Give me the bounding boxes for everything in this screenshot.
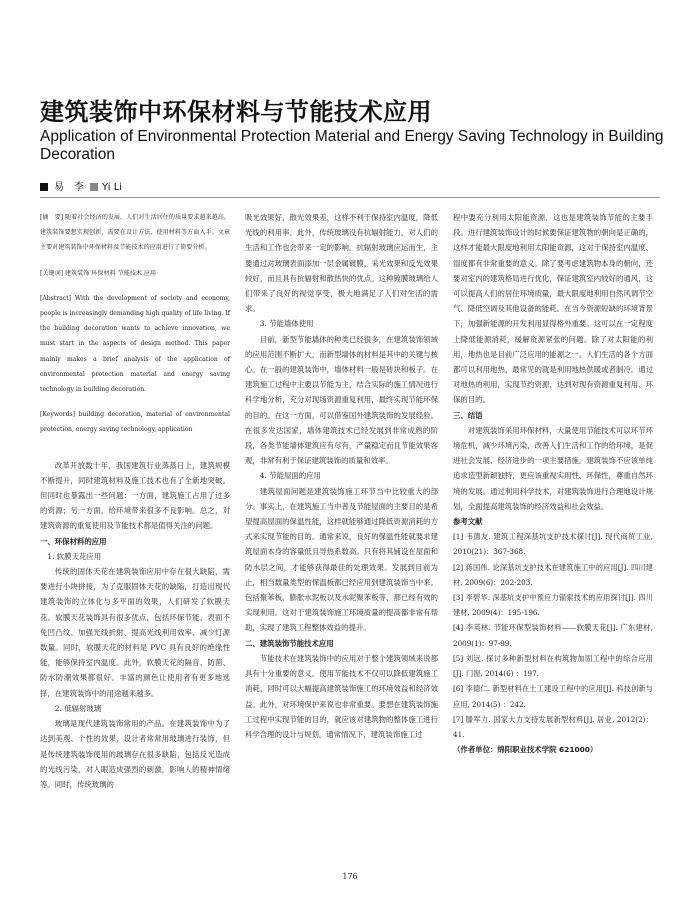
abstract-block: [Keywords] building decoration, material of environmental protection, energy saving technology, application	[40, 411, 230, 434]
subsection-heading: 2. 低辐射玻璃	[54, 703, 102, 713]
paper-title-english: Application of Environmental Protection Material and Energy Saving Technology in Building Decoration	[40, 128, 664, 163]
text-column-2	[245, 210, 438, 742]
spacer	[40, 281, 230, 291]
section-heading: 二、建筑装饰节能技术应用	[245, 638, 334, 648]
body-paragraph: 建筑屋面问题是建筑装饰施工环节当中比较重大的部分。事实上，在建筑施工当中普及节能屋面的主要目的是希望提高屋面的保温性能，这样就能够通过降低资源消耗的方式来实现节能的目的。通常来说，良好的保温性能就要求建筑屋面本身的容量低且导热系数高。只有将其铺设在屋面和防水层之间，才能够获得最佳的处理效果。发展到目前为止，相当数量类型的保温板都已经应用到建筑装饰当中来。包括聚苯板、膨胀水泥板以及水泥聚苯板等，都已经有效的实现利用。这对于建筑装饰施工环境质量的提高都非常有帮助，实现了建筑工程整体效益的提升。	[245, 486, 438, 633]
section-heading: 一、环保材料的应用	[40, 536, 107, 546]
reference-item: [1] 韦德友. 建筑工程深基坑支护技术探讨[J]. 现代商贸工业, 2010(21)：367-368.	[453, 532, 653, 557]
spacer	[40, 397, 230, 407]
spacer	[40, 448, 230, 458]
spacer	[40, 438, 230, 448]
author-name-english: Yi Li	[102, 182, 123, 193]
header-divider	[40, 197, 660, 198]
subsection-heading: 1. 软膜天花应用	[47, 551, 102, 561]
reference-item: [4] 李英林. 节能环保型装饰材料——软膜天花[J]. 广东建材, 2009(1)：97-99.	[453, 623, 653, 648]
text-column-1	[40, 210, 230, 792]
paper-title-chinese: 建筑装饰中环保材料与节能技术应用	[40, 98, 432, 126]
author-affiliation: （作者单位：绵阳职业技术学院 621000）	[453, 745, 598, 755]
subsection-heading: 4. 节能屋面的应用	[259, 471, 321, 481]
abstract-block: [关键词] 建筑装饰 环保材料 节能技术 应用	[40, 269, 157, 277]
square-bullet-icon	[90, 183, 98, 191]
section-heading: 三、结语	[453, 410, 483, 420]
reference-item: [3] 李碧华. 深基坑支护中预应力锚索技术的应用探讨[J]. 四川建材, 2009(4)：195-196.	[453, 593, 653, 618]
body-paragraph: 改革开放数十年，我国建筑行业蒸蒸日上，建筑规模不断提升，同时建筑材料及施工技术也有了全新地突破。但同时也暴露出一些问题：一方面，建筑施工占用了过多的资源；另一方面，给环境带来很多不良影响。总之，对建筑资源的重复使用及节能技术都是值得关注的问题。	[40, 460, 230, 531]
reference-item: [7] 滕军力. 国家大力支持发展新型材料[J]. 居业, 2012(2)：41.	[453, 714, 653, 739]
author-name-chinese: 易 李	[54, 182, 84, 193]
body-paragraph: 节能技术在建筑装饰中的应用对于整个建筑领域来说都具有十分重要的意义。使用节能技术不仅可以降低建筑施工消耗，同时可以大幅提高建筑装饰施工的环境效益和经济效益。此外，对环境保护来说也非常重要。要想在建筑装饰施工过程中实现节能的目的，就应该对建筑物的整体施工进行科学合理的设计与规划。通常情况下，建筑装饰施工过	[245, 653, 438, 739]
text-column-3	[453, 210, 653, 757]
reference-item: [5] 刘远. 探讨多种新型材料在构筑物加固工程中的综合应用[J]. 门窗, 2014(6) ：197.	[453, 653, 653, 679]
abstract-block: [摘 要] 随着社会经济的发展，人们对生活居住的质量要求越来越高。建筑装饰要想实现创新，需要在设计方法、使用材料等方面入手。文章主要对建筑装饰中环保材料及节能技术的应用进行了简要分析。	[40, 214, 230, 252]
body-paragraph: 传统的固体天花在建筑装饰应用中存在很大缺陷，需要进行小块拼接，为了克服固体天花的缺陷，打造出现代建筑装饰的立体化与多平面的效果，人们研发了软膜天花。软膜天花装饰具有很多优点，包括环保节能、表面不免凹凸纹、加强光线折射、提高光线利用效率、减少灯源数量。同时，软膜天花的材料是 PVC 具有良好的绝缘性能，能够保持室内温度。此外，软膜天花的隔音、防菌、防水防潮效果都很好。丰富的颜色让使用者有更多地选择，在建筑装饰中的用途越来越多。	[40, 567, 230, 698]
spacer	[40, 256, 230, 266]
reference-item: [2] 蒋国伟. 论深基坑支护技术在建筑施工中的应用[J]. 四川建材, 2009(6)：202-203.	[453, 562, 653, 587]
body-paragraph: 程中要充分利用太阳能资源，这也是建筑装饰节能的主要手段。进行建筑装饰设计的时候要保证建筑物的朝向是正确的，这样才能最大限度地利用太阳能资源，这对于保持室内温度、湿度都有非常重要的意义。除了要考虑建筑物本身的朝向，还要对室内的建筑格局进行优化，保证建筑室内较好的通风，这可以提高人们的居住环境质量，最大限度地利用自然风调节空气、降低空调及其他设备的能耗。在当今资源短缺的环境背景下，加强新能源的开发利用显得格外重要。这可以在一定程度上降低能源消耗，缓解资源紧张的问题。除了对太阳能的利用，地热也是目前广泛应用的能源之一。人们生活的各个方面都可以利用地热，最常见的就是利用地热供暖或者制冷。通过对地热的利用，实现节约资源，达到对现有资源重复利用、环保的目的。	[453, 213, 653, 405]
author-line	[40, 178, 122, 193]
square-bullet-icon	[40, 183, 48, 191]
body-paragraph: 目前，新型节能墙体的种类已经很多，在建筑装饰领域的应用范围不断扩大，而新型墙体的材料是其中的关键与核心。在一般的建筑装饰中，墙体材料一般是砖块和板子。在建筑施工过程中主要以节能为主，结合实际的施工情况进行科学地分析，充分对现场资源重复利用，最终实现节能环保的目的。在这一方面，可以借鉴国外建筑装饰的发展经验。在很多发达国家，墙体建筑技术已经发展到非常成熟的阶段，各类节能墙体建筑应有尽有，产量稳定而且节能效果客观，非常有利于保证建筑装饰的质量和效率。	[245, 334, 438, 466]
page-number: 176	[342, 872, 358, 881]
body-paragraph: 玻璃是现代建筑装饰常用的产品。在建筑装饰中为了达到美观、个性的效果，设计者常常用玻璃进行装饰，但是传统建筑装饰使用的玻璃存在很多缺陷，包括反光造成的光线污染，对人眼造成强烈的刺激，影响人的精神情绪等。同时，传统玻璃的	[40, 719, 230, 789]
body-paragraph: 对建筑装饰采用环保材料，大量使用节能技术可以环节环境危机，减少环境污染，改善人们生活和工作的给环境，是促进社会发展、经济进步的一项主要措施。建筑装饰不应该单纯追求造型新颖独特，更应该重视实用性、环保性，尊重自然环境的发展。通过利用科学技术，对建筑装饰进行合理地设计规划，全面提高建筑装饰的经济效益和社会效益。	[453, 425, 653, 511]
abstract-block: [Abstract] With the development of society and economy, people is increasingly demanding high quality of life living. If the building decoration wants to achieve innovation, we must start in the aspects of design method. This paper mainly makes a brief analysis of the application of environmental protection material and energy saving technology in building decoration.	[40, 294, 230, 394]
section-heading: 参考文献	[453, 517, 483, 527]
subsection-heading: 3. 节能墙体使用	[259, 319, 314, 329]
body-paragraph: 吸光效果好、散光效果差，这样不利于保持室内温度，降低光线的利用率。此外，传统玻璃没有抗辐射能力，对人们的生活和工作也会带来一定的影响。抗辐射玻璃应运而生，主要通过对玻璃表面添加一层金属镀膜，采光效果和反光效果较好，而且具有抗辐射和散热快的优点。这种镀膜玻璃给人们带来了良好的视觉享受，极大地满足了人们对生活的需求。	[245, 213, 438, 314]
reference-item: [6] 李德仁. 新型材料在土工建设工程中的应用[J]. 科技创新与应用, 2014(5) ：242.	[453, 684, 653, 709]
